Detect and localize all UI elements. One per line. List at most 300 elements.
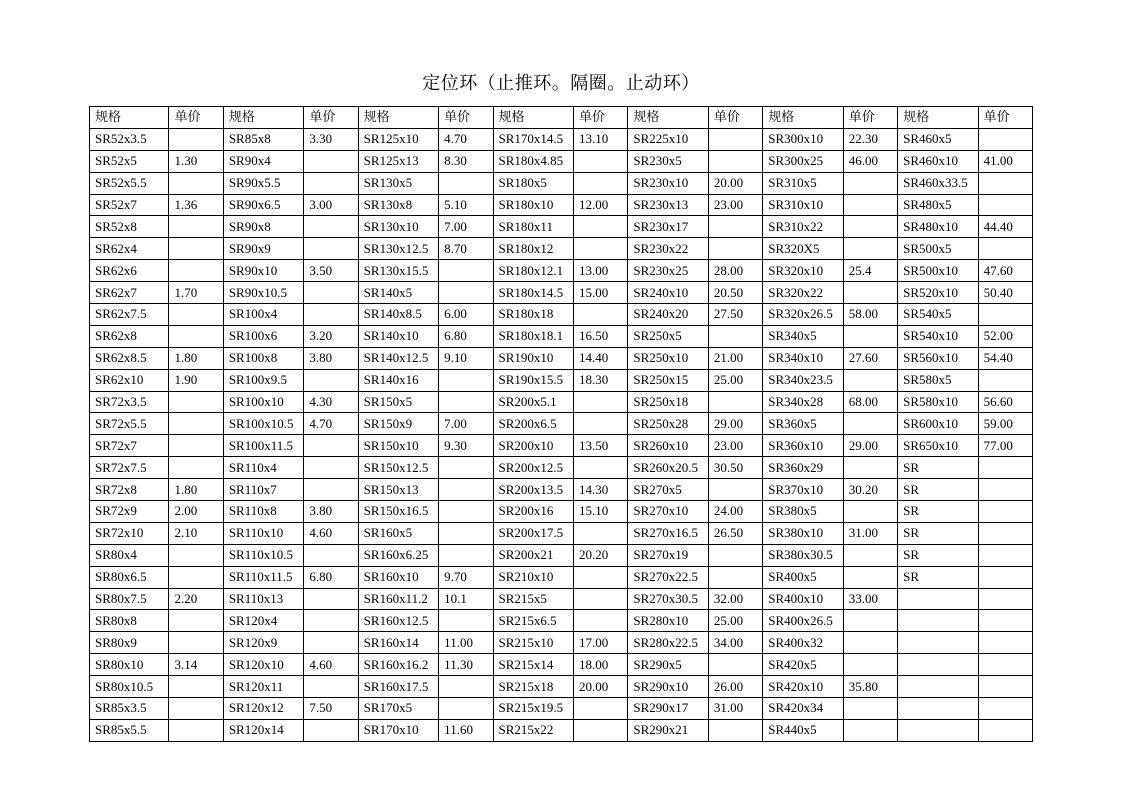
price-cell — [843, 544, 897, 566]
spec-cell — [898, 654, 979, 676]
spec-cell: SR160x11.2 — [358, 588, 439, 610]
price-cell: 31.00 — [708, 698, 762, 720]
price-cell — [574, 566, 628, 588]
spec-cell: SR200x17.5 — [493, 522, 574, 544]
price-cell — [843, 457, 897, 479]
spec-cell: SR90x5.5 — [223, 172, 304, 194]
spec-cell: SR150x13 — [358, 479, 439, 501]
spec-cell: SR480x5 — [898, 194, 979, 216]
spec-cell: SR300x25 — [763, 150, 844, 172]
spec-cell: SR520x10 — [898, 282, 979, 304]
price-cell — [843, 369, 897, 391]
price-cell: 9.10 — [439, 347, 493, 369]
spec-cell: SR460x33.5 — [898, 172, 979, 194]
price-cell — [169, 544, 223, 566]
price-cell: 44.40 — [978, 216, 1032, 238]
price-cell — [169, 457, 223, 479]
price-cell — [304, 150, 358, 172]
spec-cell: SR320x22 — [763, 282, 844, 304]
table-row — [90, 588, 1033, 610]
spec-cell: SR110x10.5 — [223, 544, 304, 566]
spec-cell: SR80x6.5 — [90, 566, 169, 588]
price-cell: 3.50 — [304, 260, 358, 282]
table-row — [90, 719, 1033, 741]
table-row — [90, 369, 1033, 391]
spec-cell: SR62x4 — [90, 238, 169, 260]
price-cell — [708, 654, 762, 676]
price-cell: 3.80 — [304, 347, 358, 369]
price-cell — [843, 632, 897, 654]
price-cell — [304, 632, 358, 654]
spec-cell: SR290x10 — [628, 676, 709, 698]
spec-cell: SR225x10 — [628, 128, 709, 150]
price-cell — [978, 501, 1032, 523]
spec-cell: SR420x10 — [763, 676, 844, 698]
price-cell — [843, 654, 897, 676]
price-cell — [978, 522, 1032, 544]
price-cell: 6.80 — [304, 566, 358, 588]
spec-cell: SR300x10 — [763, 128, 844, 150]
spec-cell: SR130x12.5 — [358, 238, 439, 260]
spec-cell: SR72x9 — [90, 501, 169, 523]
price-cell: 30.50 — [708, 457, 762, 479]
spec-cell: SR215x14 — [493, 654, 574, 676]
spec-cell: SR140x10 — [358, 325, 439, 347]
price-cell: 24.00 — [708, 501, 762, 523]
spec-cell: SR260x10 — [628, 435, 709, 457]
spec-cell: SR420x5 — [763, 654, 844, 676]
price-cell: 50.40 — [978, 282, 1032, 304]
price-cell — [978, 654, 1032, 676]
price-cell: 33.00 — [843, 588, 897, 610]
table-row — [90, 501, 1033, 523]
price-cell — [708, 566, 762, 588]
spec-cell: SR250x5 — [628, 325, 709, 347]
table-row — [90, 632, 1033, 654]
spec-cell: SR260x20.5 — [628, 457, 709, 479]
table-row — [90, 172, 1033, 194]
spec-cell: SR230x13 — [628, 194, 709, 216]
spec-cell: SR400x32 — [763, 632, 844, 654]
price-cell — [439, 698, 493, 720]
spec-cell: SR100x6 — [223, 325, 304, 347]
spec-cell: SR380x5 — [763, 501, 844, 523]
price-cell: 27.50 — [708, 304, 762, 326]
spec-cell — [898, 610, 979, 632]
price-cell — [304, 479, 358, 501]
spec-cell: SR110x13 — [223, 588, 304, 610]
spec-cell: SR400x10 — [763, 588, 844, 610]
price-cell — [574, 150, 628, 172]
price-cell — [574, 457, 628, 479]
spec-cell: SR280x22.5 — [628, 632, 709, 654]
spec-cell: SR150x9 — [358, 413, 439, 435]
price-cell — [439, 479, 493, 501]
price-cell: 26.50 — [708, 522, 762, 544]
price-cell — [574, 216, 628, 238]
spec-cell: SR62x7 — [90, 282, 169, 304]
price-cell: 77.00 — [978, 435, 1032, 457]
spec-cell: SR215x6.5 — [493, 610, 574, 632]
spec-cell: SR180x14.5 — [493, 282, 574, 304]
spec-cell: SR110x7 — [223, 479, 304, 501]
price-cell — [978, 544, 1032, 566]
spec-cell: SR160x10 — [358, 566, 439, 588]
price-cell — [978, 194, 1032, 216]
spec-cell: SR90x10 — [223, 260, 304, 282]
header-cell-spec: 规格 — [763, 107, 844, 129]
price-cell: 4.70 — [304, 413, 358, 435]
price-cell: 1.90 — [169, 369, 223, 391]
spec-cell: SR180x12 — [493, 238, 574, 260]
price-cell — [439, 391, 493, 413]
spec-cell: SR62x8.5 — [90, 347, 169, 369]
price-cell: 20.20 — [574, 544, 628, 566]
spec-cell: SR90x4 — [223, 150, 304, 172]
price-cell — [708, 719, 762, 741]
header-cell-spec: 规格 — [358, 107, 439, 129]
price-cell — [304, 610, 358, 632]
price-cell — [304, 282, 358, 304]
spec-cell: SR130x8 — [358, 194, 439, 216]
price-cell — [978, 610, 1032, 632]
spec-cell: SR560x10 — [898, 347, 979, 369]
spec-cell: SR72x7.5 — [90, 457, 169, 479]
price-cell — [304, 369, 358, 391]
spec-cell: SR540x10 — [898, 325, 979, 347]
price-cell — [439, 522, 493, 544]
spec-cell: SR230x10 — [628, 172, 709, 194]
price-cell — [978, 304, 1032, 326]
spec-cell: SR360x5 — [763, 413, 844, 435]
spec-cell: SR230x22 — [628, 238, 709, 260]
price-cell: 14.40 — [574, 347, 628, 369]
price-cell — [304, 457, 358, 479]
spec-cell: SR280x10 — [628, 610, 709, 632]
spec-cell: SR80x7.5 — [90, 588, 169, 610]
price-cell — [708, 391, 762, 413]
price-cell: 3.30 — [304, 128, 358, 150]
price-cell: 7.00 — [439, 216, 493, 238]
price-cell — [439, 610, 493, 632]
spec-cell: SR190x15.5 — [493, 369, 574, 391]
spec-cell: SR480x10 — [898, 216, 979, 238]
spec-cell: SR160x14 — [358, 632, 439, 654]
price-cell: 15.00 — [574, 282, 628, 304]
header-cell-spec: 规格 — [898, 107, 979, 129]
price-cell — [439, 676, 493, 698]
price-cell: 10.1 — [439, 588, 493, 610]
spec-cell: SR — [898, 457, 979, 479]
spec-cell: SR100x4 — [223, 304, 304, 326]
spec-cell: SR62x8 — [90, 325, 169, 347]
price-cell — [843, 325, 897, 347]
spec-cell — [898, 719, 979, 741]
price-cell — [169, 128, 223, 150]
price-cell — [304, 588, 358, 610]
spec-cell: SR200x16 — [493, 501, 574, 523]
spec-cell: SR80x10 — [90, 654, 169, 676]
price-cell: 23.00 — [708, 194, 762, 216]
table-row — [90, 238, 1033, 260]
spec-cell: SR90x10.5 — [223, 282, 304, 304]
spec-cell: SR320X5 — [763, 238, 844, 260]
spec-cell: SR110x8 — [223, 501, 304, 523]
price-cell — [169, 610, 223, 632]
spec-cell: SR72x5.5 — [90, 413, 169, 435]
spec-cell: SR120x12 — [223, 698, 304, 720]
price-cell: 34.00 — [708, 632, 762, 654]
price-cell — [843, 282, 897, 304]
table-row — [90, 216, 1033, 238]
spec-cell — [898, 676, 979, 698]
price-cell: 26.00 — [708, 676, 762, 698]
price-cell: 3.80 — [304, 501, 358, 523]
spec-cell: SR130x10 — [358, 216, 439, 238]
spec-cell: SR62x10 — [90, 369, 169, 391]
spec-cell: SR180x5 — [493, 172, 574, 194]
table-row — [90, 260, 1033, 282]
price-cell — [439, 172, 493, 194]
price-cell: 2.00 — [169, 501, 223, 523]
price-cell — [843, 719, 897, 741]
spec-cell: SR340x28 — [763, 391, 844, 413]
spec-cell: SR — [898, 544, 979, 566]
price-cell: 29.00 — [708, 413, 762, 435]
price-cell: 68.00 — [843, 391, 897, 413]
spec-cell: SR200x12.5 — [493, 457, 574, 479]
price-cell — [708, 216, 762, 238]
price-cell — [574, 413, 628, 435]
price-cell — [304, 719, 358, 741]
price-cell — [169, 216, 223, 238]
spec-cell: SR440x5 — [763, 719, 844, 741]
spec-cell: SR90x8 — [223, 216, 304, 238]
header-cell-price: 单价 — [169, 107, 223, 129]
table-body — [90, 107, 1033, 742]
spec-cell: SR62x7.5 — [90, 304, 169, 326]
spec-cell: SR125x10 — [358, 128, 439, 150]
spec-cell: SR320x26.5 — [763, 304, 844, 326]
price-cell: 29.00 — [843, 435, 897, 457]
price-cell — [708, 479, 762, 501]
price-cell: 9.70 — [439, 566, 493, 588]
spec-cell: SR100x10.5 — [223, 413, 304, 435]
spec-cell: SR290x17 — [628, 698, 709, 720]
price-cell — [843, 566, 897, 588]
price-cell: 59.00 — [978, 413, 1032, 435]
spec-cell: SR80x10.5 — [90, 676, 169, 698]
spec-cell: SR580x5 — [898, 369, 979, 391]
spec-cell: SR420x34 — [763, 698, 844, 720]
spec-cell: SR — [898, 522, 979, 544]
price-cell: 20.00 — [708, 172, 762, 194]
spec-cell: SR100x11.5 — [223, 435, 304, 457]
header-cell-spec: 规格 — [628, 107, 709, 129]
spec-cell: SR460x10 — [898, 150, 979, 172]
price-cell: 7.00 — [439, 413, 493, 435]
price-cell: 16.50 — [574, 325, 628, 347]
spec-cell: SR150x10 — [358, 435, 439, 457]
spec-cell: SR270x5 — [628, 479, 709, 501]
price-cell — [978, 588, 1032, 610]
price-cell: 5.10 — [439, 194, 493, 216]
price-cell — [304, 676, 358, 698]
spec-cell: SR215x22 — [493, 719, 574, 741]
price-cell: 46.00 — [843, 150, 897, 172]
price-cell — [574, 719, 628, 741]
spec-cell: SR310x22 — [763, 216, 844, 238]
table-row — [90, 325, 1033, 347]
price-cell: 23.00 — [708, 435, 762, 457]
spec-cell: SR85x8 — [223, 128, 304, 150]
spec-cell: SR52x7 — [90, 194, 169, 216]
spec-cell: SR270x16.5 — [628, 522, 709, 544]
spec-cell — [898, 632, 979, 654]
price-cell — [169, 238, 223, 260]
price-cell — [978, 698, 1032, 720]
table-row — [90, 347, 1033, 369]
price-cell — [574, 698, 628, 720]
price-cell: 1.30 — [169, 150, 223, 172]
price-cell — [708, 128, 762, 150]
spec-cell: SR140x12.5 — [358, 347, 439, 369]
spec-cell: SR180x18.1 — [493, 325, 574, 347]
price-cell: 2.20 — [169, 588, 223, 610]
spec-cell: SR380x10 — [763, 522, 844, 544]
price-cell — [708, 150, 762, 172]
price-cell — [843, 194, 897, 216]
spec-cell: SR80x8 — [90, 610, 169, 632]
spec-cell: SR120x11 — [223, 676, 304, 698]
price-cell: 8.30 — [439, 150, 493, 172]
spec-cell: SR130x15.5 — [358, 260, 439, 282]
price-cell — [169, 676, 223, 698]
header-cell-price: 单价 — [304, 107, 358, 129]
price-cell: 30.20 — [843, 479, 897, 501]
spec-cell: SR140x5 — [358, 282, 439, 304]
spec-cell: SR72x10 — [90, 522, 169, 544]
price-cell — [169, 435, 223, 457]
price-cell — [843, 610, 897, 632]
price-cell — [439, 501, 493, 523]
spec-cell: SR170x10 — [358, 719, 439, 741]
spec-cell: SR250x28 — [628, 413, 709, 435]
price-cell: 52.00 — [978, 325, 1032, 347]
spec-cell: SR270x22.5 — [628, 566, 709, 588]
spec-cell: SR85x3.5 — [90, 698, 169, 720]
spec-cell: SR200x5.1 — [493, 391, 574, 413]
price-cell: 17.00 — [574, 632, 628, 654]
price-cell — [978, 676, 1032, 698]
spec-cell: SR90x9 — [223, 238, 304, 260]
header-cell-spec: 规格 — [493, 107, 574, 129]
price-cell — [169, 172, 223, 194]
spec-cell: SR250x15 — [628, 369, 709, 391]
spec-cell: SR215x10 — [493, 632, 574, 654]
spec-cell: SR180x11 — [493, 216, 574, 238]
spec-cell: SR580x10 — [898, 391, 979, 413]
price-cell: 41.00 — [978, 150, 1032, 172]
spec-cell: SR270x10 — [628, 501, 709, 523]
header-cell-price: 单价 — [708, 107, 762, 129]
spec-cell: SR52x8 — [90, 216, 169, 238]
spec-cell: SR170x5 — [358, 698, 439, 720]
price-cell: 2.10 — [169, 522, 223, 544]
price-cell: 4.70 — [439, 128, 493, 150]
price-cell — [304, 216, 358, 238]
price-cell — [574, 522, 628, 544]
price-cell — [169, 632, 223, 654]
price-cell: 18.00 — [574, 654, 628, 676]
price-cell: 20.50 — [708, 282, 762, 304]
price-cell — [439, 282, 493, 304]
spec-cell: SR110x4 — [223, 457, 304, 479]
price-cell: 27.60 — [843, 347, 897, 369]
price-cell — [439, 544, 493, 566]
table-row — [90, 194, 1033, 216]
header-cell-spec: 规格 — [90, 107, 169, 129]
spec-cell: SR125x13 — [358, 150, 439, 172]
price-cell: 58.00 — [843, 304, 897, 326]
price-cell — [574, 238, 628, 260]
spec-cell: SR210x10 — [493, 566, 574, 588]
spec-cell: SR370x10 — [763, 479, 844, 501]
spec-cell: SR340x23.5 — [763, 369, 844, 391]
spec-cell: SR215x18 — [493, 676, 574, 698]
price-cell: 4.30 — [304, 391, 358, 413]
price-cell: 14.30 — [574, 479, 628, 501]
spec-cell: SR500x10 — [898, 260, 979, 282]
spec-cell: SR — [898, 501, 979, 523]
price-cell: 11.30 — [439, 654, 493, 676]
spec-cell: SR100x9.5 — [223, 369, 304, 391]
price-cell — [169, 413, 223, 435]
price-cell: 54.40 — [978, 347, 1032, 369]
spec-cell: SR180x18 — [493, 304, 574, 326]
price-cell — [978, 479, 1032, 501]
spec-cell: SR180x4.85 — [493, 150, 574, 172]
spec-cell: SR340x10 — [763, 347, 844, 369]
spec-cell: SR150x12.5 — [358, 457, 439, 479]
table-row — [90, 479, 1033, 501]
spec-cell: SR540x5 — [898, 304, 979, 326]
table-row — [90, 282, 1033, 304]
price-cell — [978, 566, 1032, 588]
price-cell: 11.00 — [439, 632, 493, 654]
table-row — [90, 654, 1033, 676]
price-cell: 8.70 — [439, 238, 493, 260]
spec-cell: SR72x8 — [90, 479, 169, 501]
spec-cell: SR310x5 — [763, 172, 844, 194]
price-cell: 32.00 — [708, 588, 762, 610]
spec-cell: SR320x10 — [763, 260, 844, 282]
table-row — [90, 544, 1033, 566]
spec-cell: SR160x17.5 — [358, 676, 439, 698]
spec-cell: SR200x13.5 — [493, 479, 574, 501]
price-cell — [843, 698, 897, 720]
spec-cell: SR240x10 — [628, 282, 709, 304]
spec-cell: SR310x10 — [763, 194, 844, 216]
spec-cell: SR120x14 — [223, 719, 304, 741]
price-cell: 13.00 — [574, 260, 628, 282]
spec-cell: SR230x5 — [628, 150, 709, 172]
table-row — [90, 435, 1033, 457]
price-cell — [169, 698, 223, 720]
price-cell — [574, 304, 628, 326]
price-cell: 1.80 — [169, 347, 223, 369]
header-cell-price: 单价 — [439, 107, 493, 129]
